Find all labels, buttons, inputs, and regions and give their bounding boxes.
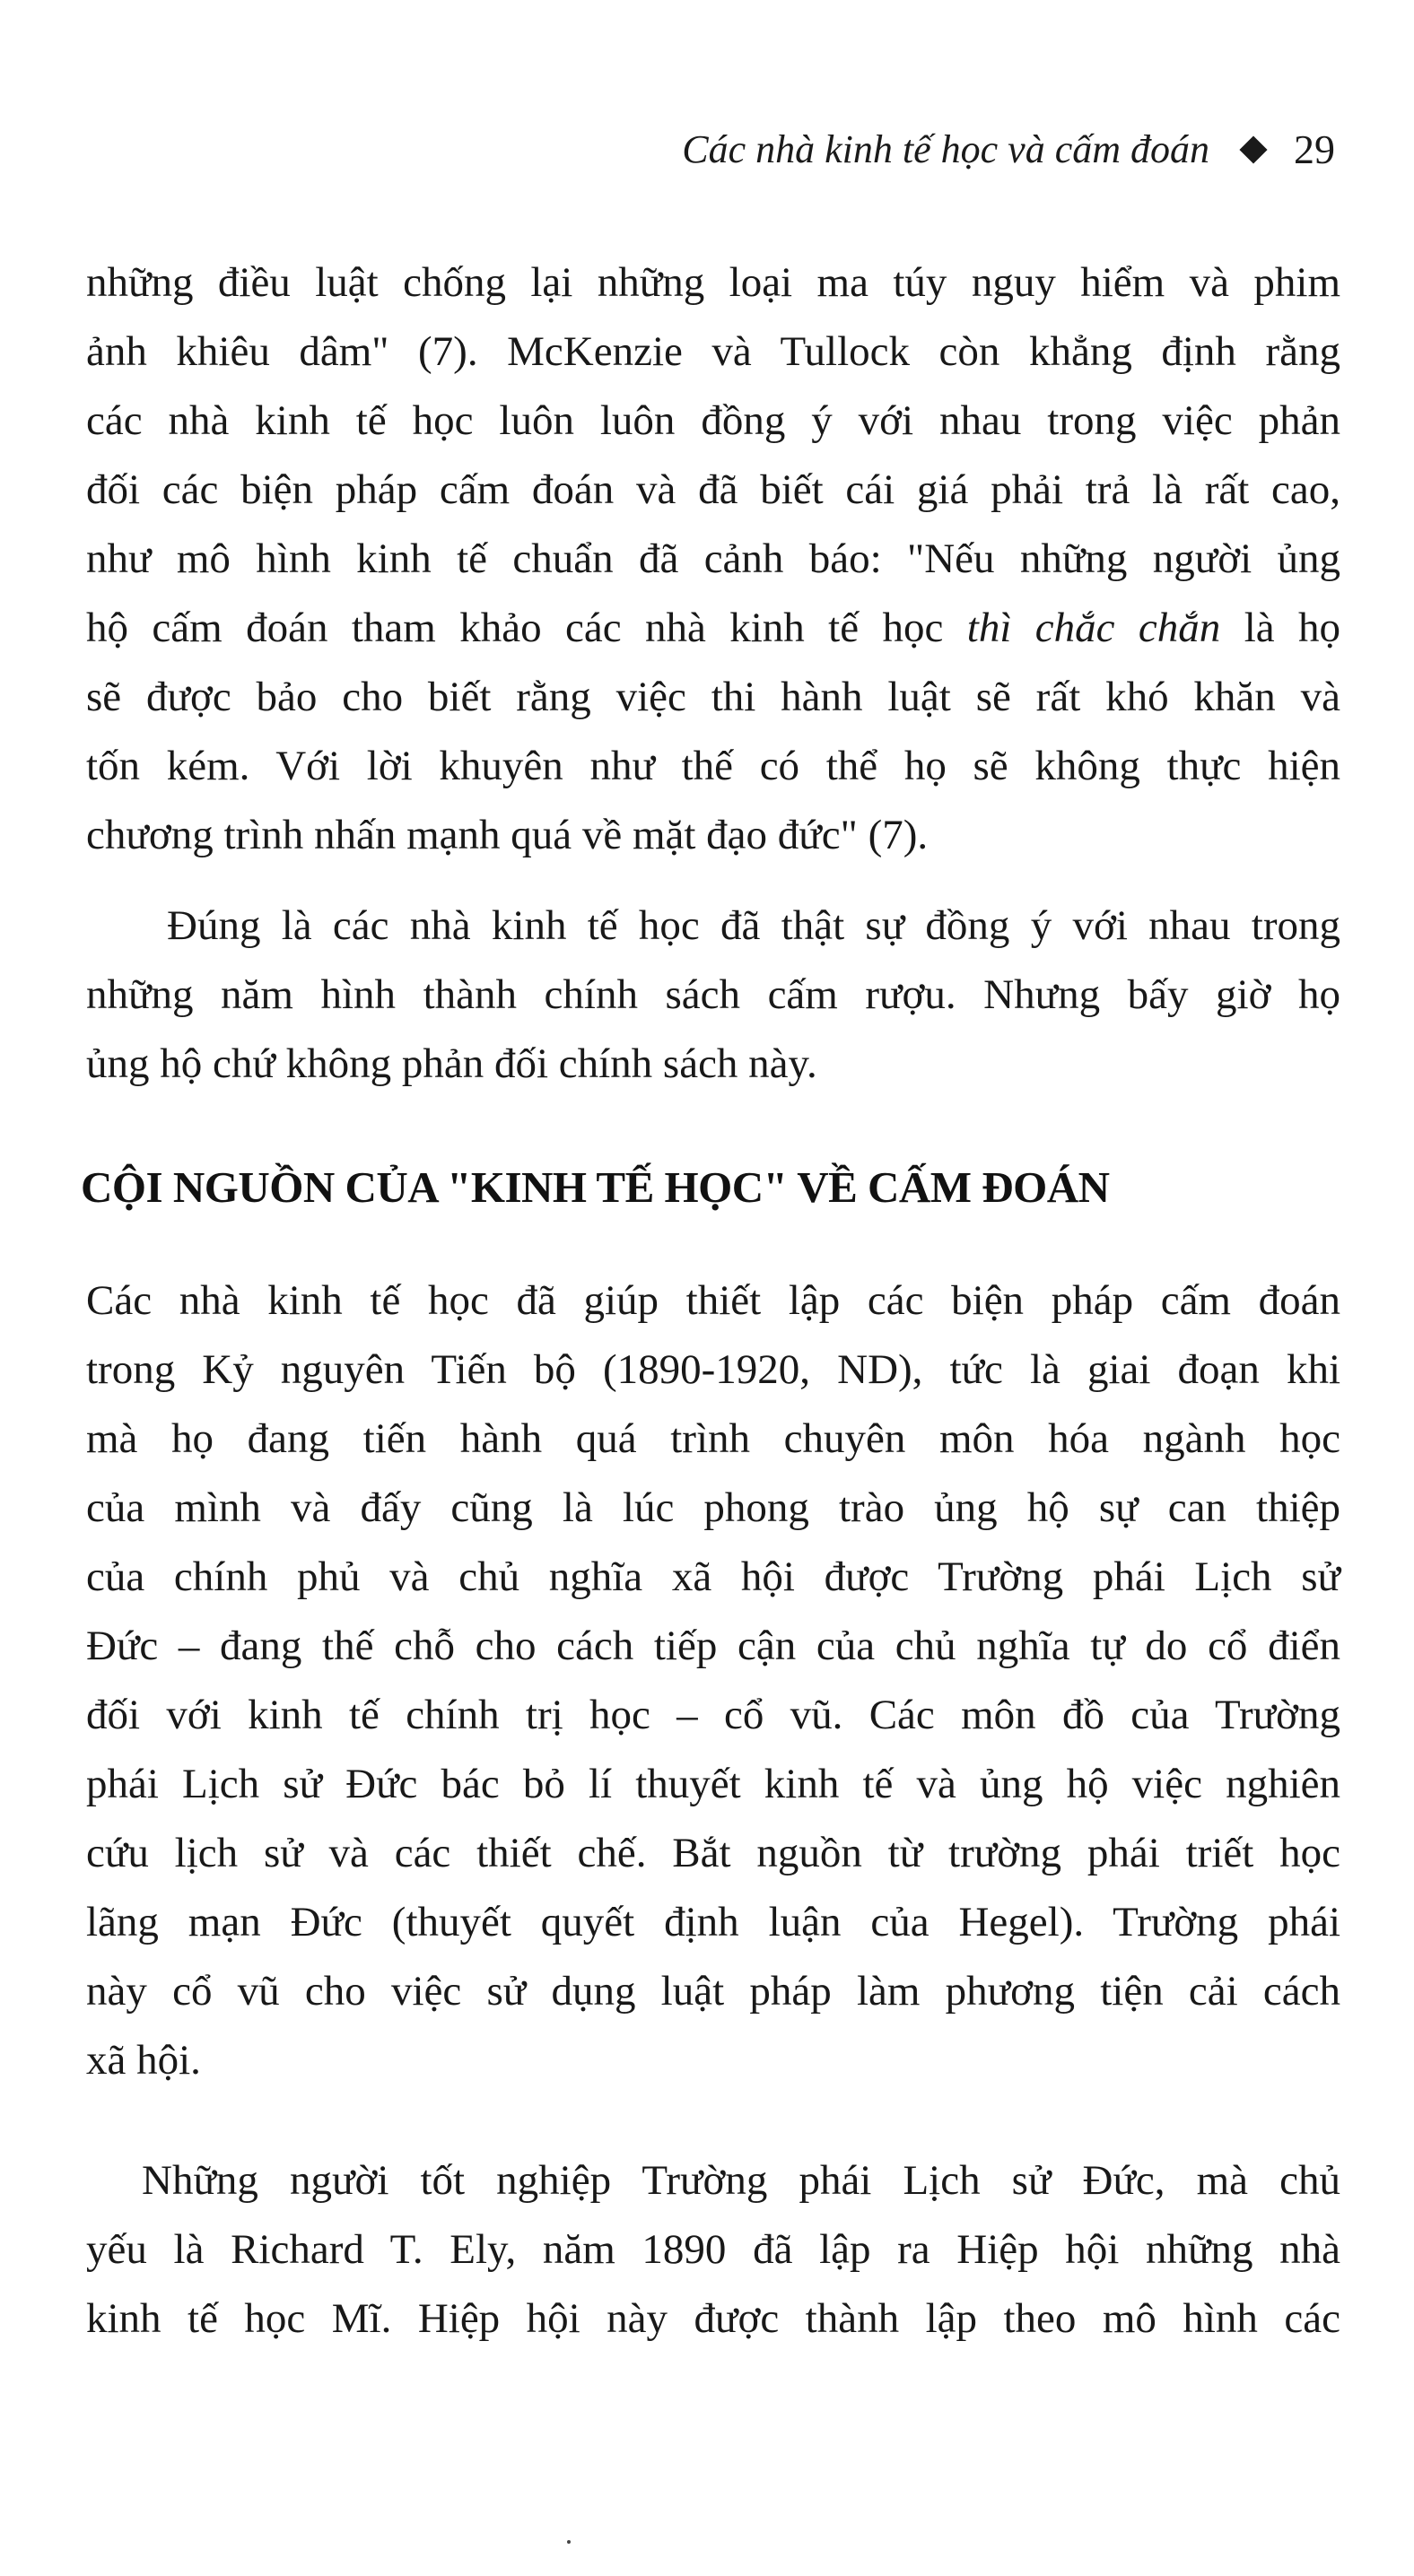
italic-emphasis: thì chắc chắn xyxy=(966,605,1221,651)
paragraph-agreement xyxy=(86,892,1340,1099)
text-line: sẽ được bảo cho biết rằng việc thi hành luật sẽ rất khó khăn và xyxy=(86,674,1340,720)
text-line: trong Kỷ nguyên Tiến bộ (1890-1920, ND), tức là giai đoạn khi xyxy=(86,1346,1340,1393)
text-line: tốn kém. Với lời khuyên như thế có thể họ sẽ không thực hiện xyxy=(86,743,1340,789)
text-line: những năm hình thành chính sách cấm rượu. Nhưng bấy giờ họ xyxy=(86,971,1340,1018)
text-line: xã hội. xyxy=(86,2037,201,2084)
text-line: đối với kinh tế chính trị học – cổ vũ. Các môn đồ của Trường xyxy=(86,1692,1340,1738)
text-line: chương trình nhấn mạnh quá về mặt đạo đức" (7). xyxy=(86,812,929,858)
text-line: này cổ vũ cho việc sử dụng luật pháp làm phương tiện cải cách xyxy=(86,1968,1340,2015)
text-line: các nhà kinh tế học luôn luôn đồng ý với nhau trong việc phản xyxy=(86,397,1340,444)
chapter-title: Các nhà kinh tế học và cấm đoán xyxy=(682,127,1209,171)
section-heading: CỘI NGUỒN CỦA "KINH TẾ HỌC" VỀ CẤM ĐOÁN xyxy=(81,1162,1110,1212)
text-line: Các nhà kinh tế học đã giúp thiết lập các biện pháp cấm đoán xyxy=(86,1277,1340,1324)
running-header xyxy=(682,126,1335,174)
paragraph-graduates xyxy=(86,2146,1340,2354)
text-line: cứu lịch sử và các thiết chế. Bắt nguồn từ trường phái triết học xyxy=(86,1830,1340,1876)
text-line: Đức – đang thế chỗ cho cách tiếp cận của chủ nghĩa tự do cổ điển xyxy=(86,1623,1340,1669)
text-line: đối các biện pháp cấm đoán và đã biết cái giá phải trả là rất cao, xyxy=(86,466,1340,513)
text-line: của mình và đấy cũng là lúc phong trào ủng hộ sự can thiệp xyxy=(86,1484,1340,1531)
text-line: yếu là Richard T. Ely, năm 1890 đã lập ra Hiệp hội những nhà xyxy=(86,2226,1340,2273)
print-speck xyxy=(567,2540,571,2544)
text-line: Những người tốt nghiệp Trường phái Lịch sử Đức, mà chủ xyxy=(142,2157,1340,2204)
text-line: phái Lịch sử Đức bác bỏ lí thuyết kinh tế và ủng hộ việc nghiên xyxy=(86,1761,1340,1807)
text-line: ủng hộ chứ không phản đối chính sách này. xyxy=(86,1040,817,1087)
text-line: của chính phủ và chủ nghĩa xã hội được Trường phái Lịch sử xyxy=(86,1553,1340,1600)
text-line: Đúng là các nhà kinh tế học đã thật sự đồng ý với nhau trong xyxy=(167,902,1340,949)
paragraph-continued-quote xyxy=(86,248,1340,870)
text-line: lãng mạn Đức (thuyết quyết định luận của Hegel). Trường phái xyxy=(86,1899,1340,1945)
paragraph-origins xyxy=(86,1266,1340,2095)
text-line: những điều luật chống lại những loại ma túy nguy hiểm và phim xyxy=(86,259,1340,306)
text-line: hộ cấm đoán tham khảo các nhà kinh tế học thì chắc chắn là họ xyxy=(86,605,1341,651)
diamond-icon xyxy=(1239,135,1267,163)
text-line: kinh tế học Mĩ. Hiệp hội này được thành lập theo mô hình các xyxy=(86,2295,1340,2342)
page-number: 29 xyxy=(1294,126,1335,172)
text-line: ảnh khiêu dâm" (7). McKenzie và Tullock còn khẳng định rằng xyxy=(86,328,1340,375)
text-line: như mô hình kinh tế chuẩn đã cảnh báo: "Nếu những người ủng xyxy=(86,535,1340,582)
text-line: mà họ đang tiến hành quá trình chuyên môn hóa ngành học xyxy=(86,1415,1340,1462)
